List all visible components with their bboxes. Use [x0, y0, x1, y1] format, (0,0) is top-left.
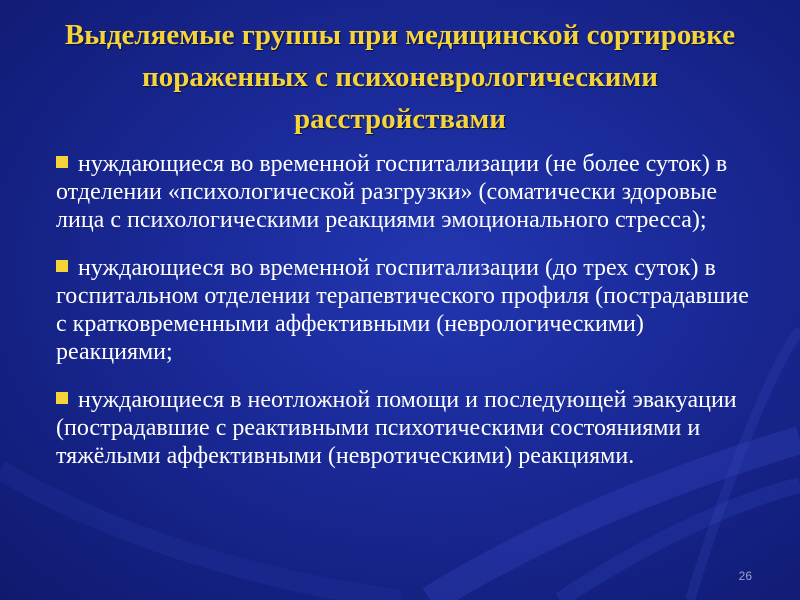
square-bullet-icon: [56, 392, 68, 404]
bullet-item: [56, 254, 756, 366]
bullet-text: нуждающиеся во временной госпитализации (не более суток) в отделении «психологической разгрузки» (соматически здоровые лица с психологическими реакциями эмоционального стресса);: [56, 151, 728, 233]
bullet-text: нуждающиеся во временной госпитализации (до трех суток) в госпитальном отделении терапевтического профиля (пострадавшие с кратковременными аффективными (неврологическими) реакциями;: [56, 255, 749, 365]
bullet-item: [56, 150, 756, 234]
bullet-item: [56, 386, 756, 470]
square-bullet-icon: [56, 260, 68, 272]
slide-title: Выделяемые группы при медицинской сортировке пораженных с психоневрологическими расстройствами: [64, 19, 736, 135]
bullet-list: [56, 150, 756, 490]
page-number: 26: [738, 569, 752, 583]
bullet-text: нуждающиеся в неотложной помощи и последующей эвакуации (пострадавшие с реактивными психотическими состояниями и тяжёлыми аффективными (невротическими) реакциями.: [56, 387, 737, 469]
square-bullet-icon: [56, 156, 68, 168]
